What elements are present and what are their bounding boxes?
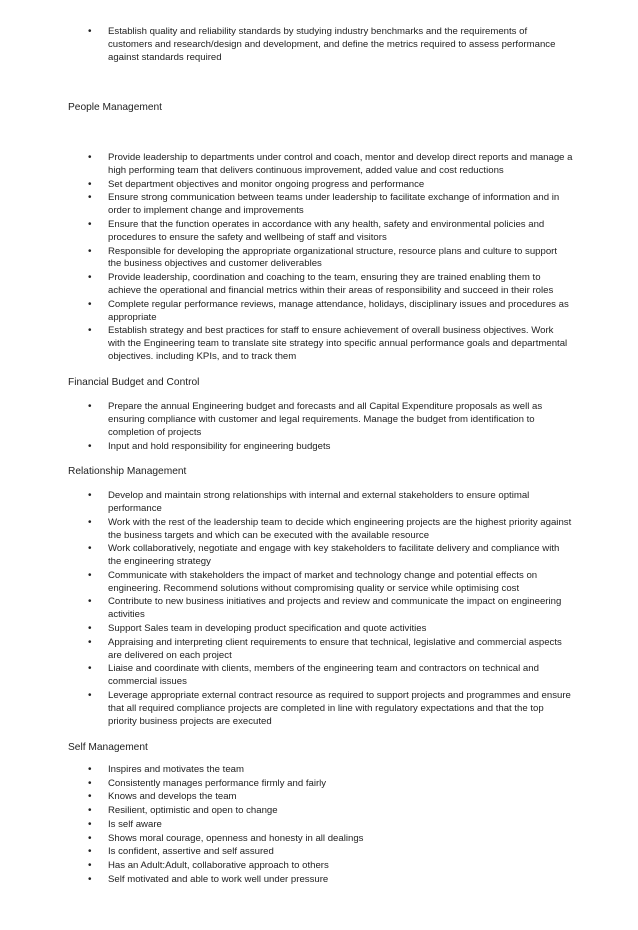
list-item: • Ensure strong communication between teams under leadership to facilitate exchange of information and in order to implement change and improvements <box>0 192 573 218</box>
list-item: • Complete regular performance reviews, manage attendance, holidays, disciplinary issues and procedures as appropriate <box>0 299 573 325</box>
list-item: • Knows and develops the team <box>0 791 573 804</box>
intro-list <box>0 26 573 66</box>
list-item: • Establish quality and reliability standards by studying industry benchmarks and the requirements of customers and research/design and development, and define the metrics required to assess performance against standards required <box>0 26 573 65</box>
relationship-management-list <box>0 490 573 729</box>
list-item: • Input and hold responsibility for engineering budgets <box>0 441 573 454</box>
section-heading-financial-budget: Financial Budget and Control <box>68 377 200 388</box>
list-item: • Communicate with stakeholders the impact of market and technology change and potential effects on engineering. Recommend solutions without compromising quality or service while optimising cost <box>0 570 573 596</box>
list-item: • Responsible for developing the appropriate organizational structure, resource plans and culture to support the business objectives and customer deliverables <box>0 246 573 272</box>
list-item: • Set department objectives and monitor ongoing progress and performance <box>0 179 573 192</box>
list-item: • Prepare the annual Engineering budget and forecasts and all Capital Expenditure proposals as well as ensuring compliance with customer and legal requirements. Manage the budget from identification to completion of projects <box>0 401 573 440</box>
list-item: • Is confident, assertive and self assured <box>0 846 573 859</box>
list-item: • Is self aware <box>0 819 573 832</box>
people-management-list <box>0 152 573 365</box>
list-item: • Contribute to new business initiatives and projects and review and communicate the impact on engineering activities <box>0 596 573 622</box>
self-management-list <box>0 764 573 887</box>
list-item: • Consistently manages performance firmly and fairly <box>0 778 573 791</box>
list-item: • Shows moral courage, openness and honesty in all dealings <box>0 833 573 846</box>
list-item: • Work with the rest of the leadership team to decide which engineering projects are the highest priority against the business targets and which can be executed with the available resource <box>0 517 573 543</box>
list-item: • Resilient, optimistic and open to change <box>0 805 573 818</box>
section-heading-relationship-management: Relationship Management <box>68 466 187 477</box>
list-item: • Self motivated and able to work well under pressure <box>0 874 573 887</box>
list-item: • Provide leadership to departments under control and coach, mentor and develop direct reports and manage a high performing team that delivers continuous improvement, added value and cost reductions <box>0 152 573 178</box>
list-item: • Support Sales team in developing product specification and quote activities <box>0 623 573 636</box>
section-heading-self-management: Self Management <box>68 742 148 753</box>
section-heading-people-management: People Management <box>68 102 163 113</box>
list-item: • Liaise and coordinate with clients, members of the engineering team and contractors on technical and commercial issues <box>0 663 573 689</box>
list-item: • Appraising and interpreting client requirements to ensure that technical, legislative and commercial aspects are delivered on each project <box>0 637 573 663</box>
list-item: • Leverage appropriate external contract resource as required to support projects and programmes and ensure that all required compliance projects are completed in line with regulatory expectations and that the top priority business projects are executed <box>0 690 573 729</box>
financial-budget-list <box>0 401 573 454</box>
list-item: • Provide leadership, coordination and coaching to the team, ensuring they are trained enabling them to achieve the operational and financial metrics within their areas of responsibility and succeed in their roles <box>0 272 573 298</box>
list-item: • Establish strategy and best practices for staff to ensure achievement of overall business objectives. Work with the Engineering team to translate site strategy into specific annual performance goals and departmental objectives. including KPIs, and to track them <box>0 325 573 364</box>
list-item: • Ensure that the function operates in accordance with any health, safety and environmental policies and procedures to ensure the safety and wellbeing of staff and visitors <box>0 219 573 245</box>
list-item: • Has an Adult:Adult, collaborative approach to others <box>0 860 573 873</box>
list-item: • Inspires and motivates the team <box>0 764 573 777</box>
list-item: • Develop and maintain strong relationships with internal and external stakeholders to ensure optimal performance <box>0 490 573 516</box>
list-item: • Work collaboratively, negotiate and engage with key stakeholders to facilitate delivery and compliance with the engineering strategy <box>0 543 573 569</box>
